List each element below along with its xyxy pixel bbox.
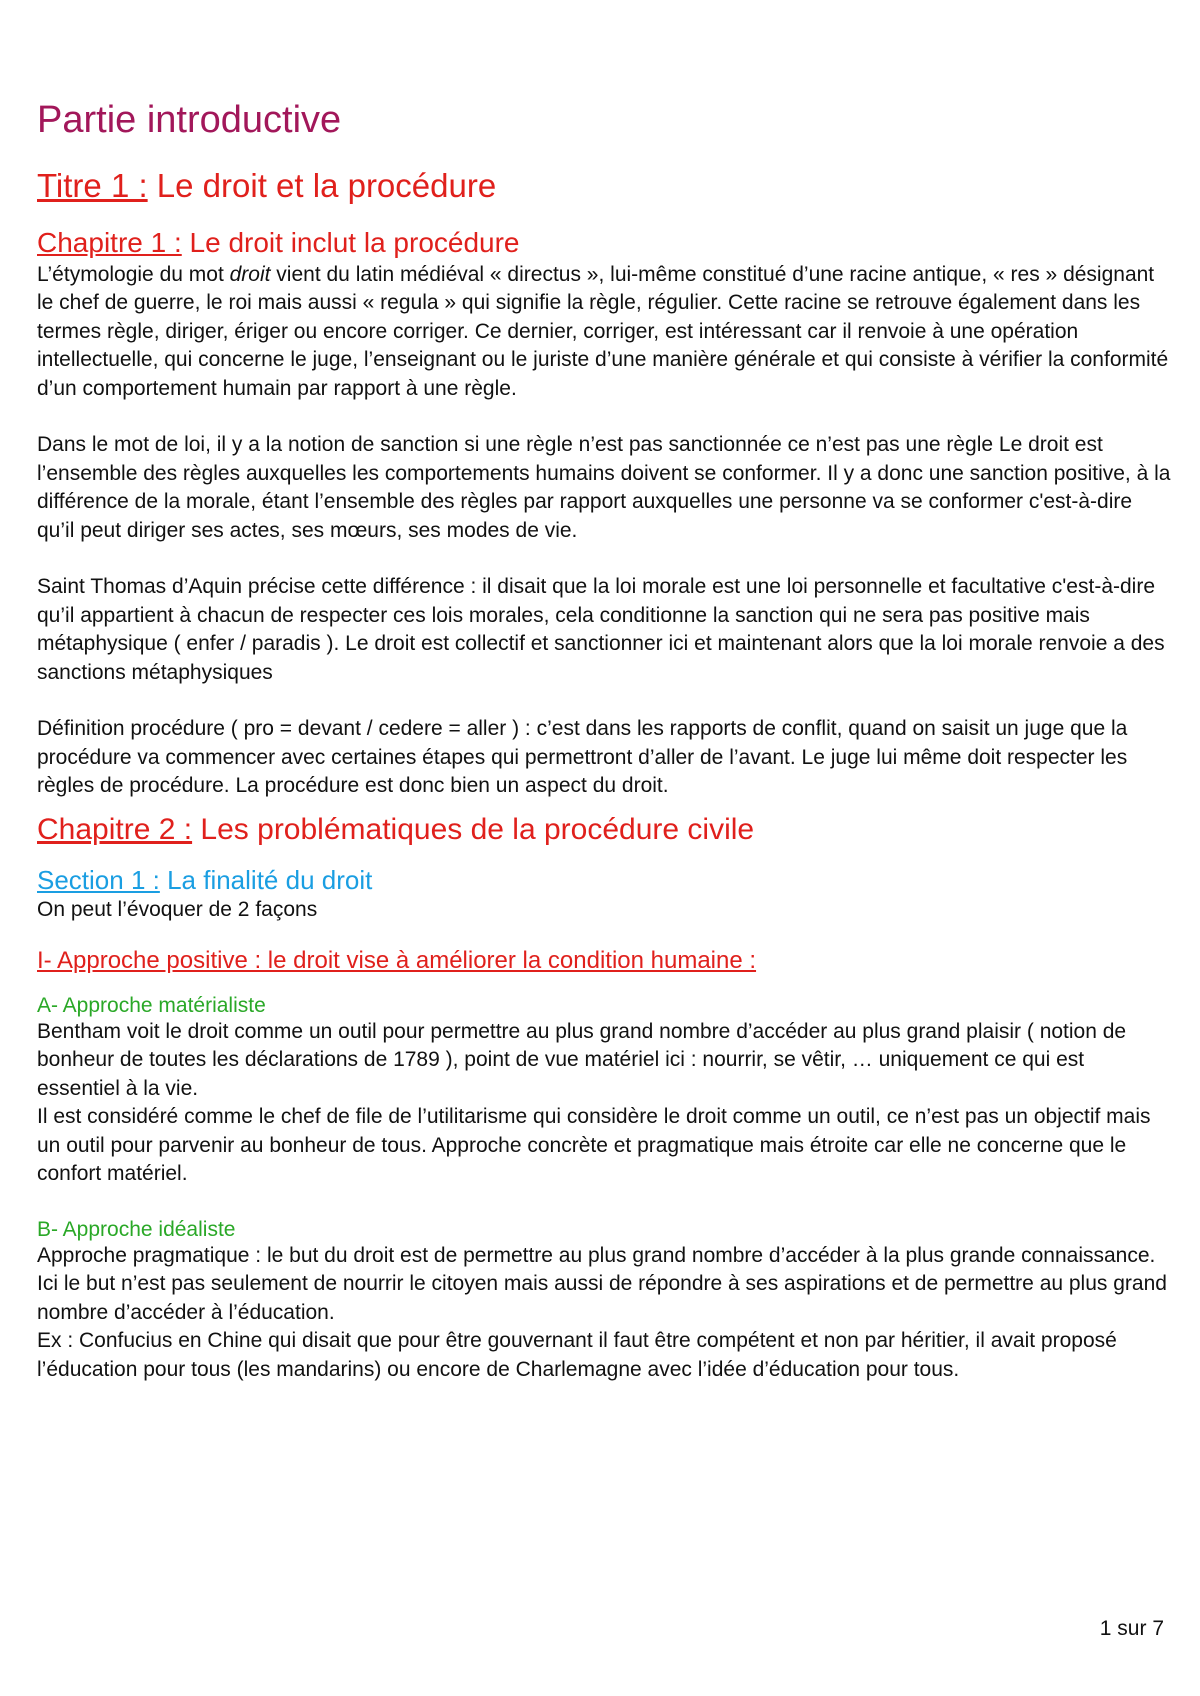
sub-b-paragraph-2: Ex : Confucius en Chine qui disait que pour être gouvernant il faut être compétent et non par héritier, il avait proposé l’éducation pour tous (les mandarins) ou encore de Charlemagne avec l’idée d’éducation pour tous.	[37, 1329, 1117, 1381]
document-page	[37, 100, 1172, 1384]
chapitre-2-heading	[37, 813, 1172, 846]
partie-title: Partie introductive	[37, 99, 342, 141]
ch1-paragraph-2: Dans le mot de loi, il y a la notion de sanction si une règle n’est pas sanctionnée ce n’est pas une règle Le droit est l’ensemble des règles auxquelles les comportements humains doivent se conformer. Il y a donc une sanction positive, à la différence de la morale, étant l’ensemble des règles par rapport auxquelles une personne va se conformer c'est-à-dire qu’il peut diriger ses actes, ses mœurs, ses modes de vie.	[37, 433, 1171, 542]
titre-text: Le droit et la procédure	[147, 166, 497, 204]
roman-1-heading: I- Approche positive : le droit vise à améliorer la condition humaine :	[37, 946, 757, 974]
ch1-p1-em: droit	[229, 262, 271, 286]
ch1-paragraph-3: Saint Thomas d’Aquin précise cette différence : il disait que la loi morale est une loi personnelle et facultative c'est-à-dire qu’il appartient à chacun de respecter ces lois morales, cela conditionne la sanction qui ne sera pas positive mais métaphysique ( enfer / paradis ). Le droit est collectif et sanctionner ici et maintenant alors que la loi morale renvoie a des sanctions métaphysiques	[37, 575, 1165, 684]
chapitre-2-prefix: Chapitre 2 :	[37, 812, 193, 846]
titre-prefix: Titre 1 :	[37, 166, 148, 204]
ch1-p1-before: L’étymologie du mot	[37, 262, 230, 286]
titre-heading	[37, 168, 1172, 204]
section-1-heading	[37, 866, 1172, 895]
sub-b-heading: B- Approche idéaliste	[37, 1217, 236, 1241]
sub-a-paragraph-2: Il est considéré comme le chef de file de l’utilitarisme qui considère le droit comme un outil, ce n’est pas un objectif mais un outil pour parvenir au bonheur de tous. Approche concrète et pragmatique mais étroite car elle ne concerne que le confort matériel.	[37, 1105, 1151, 1186]
sub-a-paragraph-1: Bentham voit le droit comme un outil pour permettre au plus grand nombre d’accéder au plus grand plaisir ( notion de bonheur de toutes les déclarations de 1789 ), point de vue matériel ici : nourrir, se vêtir, … uniquement ce qui est essentiel à la vie.	[37, 1019, 1127, 1100]
page-number: 1 sur 7	[1099, 1617, 1164, 1640]
section-1-text: La finalité du droit	[159, 864, 373, 895]
sub-a-heading: A- Approche matérialiste	[37, 993, 266, 1017]
sub-b-paragraph-1: Approche pragmatique : le but du droit est de permettre au plus grand nombre d’accéder à la plus grande connaissance. Ici le but n’est pas seulement de nourrir le citoyen mais aussi de répondre à ses aspirations et de permettre au plus grand nombre d’accéder à l’éducation.	[37, 1243, 1167, 1324]
section-1-prefix: Section 1 :	[37, 864, 160, 895]
chapitre-1-prefix: Chapitre 1 :	[37, 227, 182, 259]
chapitre-1-text: Le droit inclut la procédure	[181, 227, 520, 259]
section-1-intro: On peut l’évoquer de 2 façons	[37, 898, 318, 922]
chapitre-2-text: Les problématiques de la procédure civile	[192, 812, 755, 846]
ch1-paragraph-1	[37, 261, 1172, 404]
ch1-paragraph-4: Définition procédure ( pro = devant / cedere = aller ) : c’est dans les rapports de conflit, quand on saisit un juge que la procédure va commencer avec certaines étapes qui permettront d’aller de l’avant. Le juge lui même doit respecter les règles de procédure. La procédure est donc bien un aspect du droit.	[37, 717, 1128, 798]
chapitre-1-heading	[37, 228, 1172, 259]
ch1-p1-after: vient du latin médiéval « directus », lui-même constitué d’une racine antique, « res » désignant le chef de guerre, le roi mais aussi « regula » qui signifie la règle, régulier. Cette racine se retrouve également dans les termes règle, diriger, ériger ou encore corriger. Ce dernier, corriger, est intéressant car il renvoie à une opération intellectuelle, qui concerne le juge, l’enseignant ou le juriste d’une manière générale et qui consiste à vérifier la conformité d’un comportement humain par rapport à une règle.	[37, 262, 1169, 400]
